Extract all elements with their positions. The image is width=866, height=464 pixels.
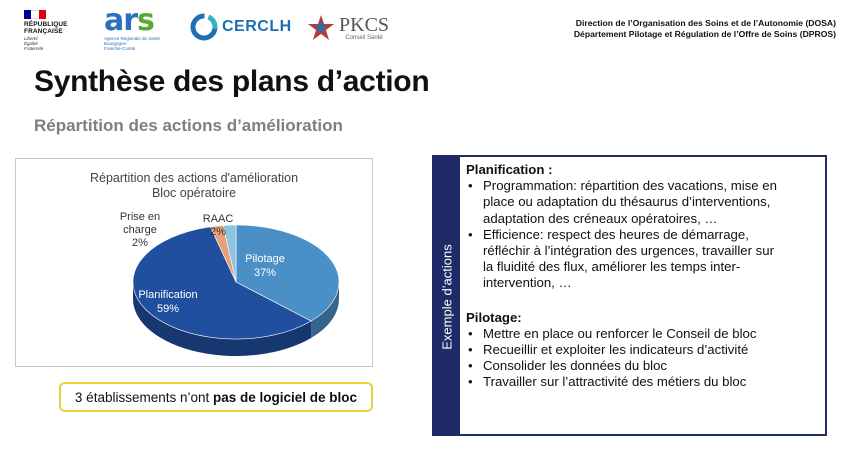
ars-letter-r: r	[123, 3, 138, 38]
french-flag-icon	[24, 10, 46, 19]
page-title: Synthèse des plans d’action	[34, 65, 430, 98]
section-spacer	[466, 292, 817, 310]
rf-motto-2: Égalité	[24, 41, 38, 46]
actions-content	[466, 162, 817, 391]
direction-line-1: Direction de l’Organisation des Soins et de l’Autonomie (DOSA)	[575, 18, 836, 28]
list-item: • Travailler sur l’attractivité des métiers du bloc	[466, 374, 817, 390]
pie-top	[133, 225, 339, 339]
flag-blue	[24, 10, 31, 19]
list-item: • Mettre en place ou renforcer le Conseil de bloc	[466, 326, 817, 342]
actions-side-bar	[434, 157, 460, 434]
planification-list	[466, 178, 817, 291]
rf-motto	[24, 36, 88, 51]
list-item: • Consolider les données du bloc	[466, 358, 817, 374]
actions-side-label: Exemple d’actions	[439, 244, 455, 350]
ars-logo	[104, 3, 168, 51]
pie-label-planification: Planification	[138, 289, 198, 301]
item-line: place ou adaptation du thésaurus d’interventions,	[483, 194, 771, 210]
rf-title-line2: FRANÇAISE	[24, 28, 63, 35]
pkcs-wordmark: PKCS	[339, 13, 390, 36]
republique-francaise-logo	[24, 10, 88, 50]
ars-sub-1: Agence Régionale de Santé	[104, 36, 161, 41]
pie-label-prise-en-charge-1: Prise en	[119, 211, 161, 223]
chart-subtitle: Bloc opératoire	[151, 186, 237, 200]
pie-label-pilotage: Pilotage	[245, 253, 285, 265]
item-line: réfléchir à l’intégration des urgences, travailler sur	[483, 243, 774, 259]
rf-motto-3: Fraternité	[24, 46, 44, 51]
item-line: adaptation des créneaux opératoires, …	[483, 210, 718, 226]
actions-box	[432, 155, 827, 436]
item-line: • Programmation: répartition des vacations, mise en	[483, 178, 777, 194]
section-title-pilotage: Pilotage:	[466, 309, 522, 325]
chart-title: Répartition des actions d'amélioration	[89, 171, 299, 185]
item-line: la fluidité des flux, améliorer les temps inter-	[483, 259, 741, 275]
flag-white	[31, 10, 38, 19]
section-title-planification: Planification :	[466, 162, 553, 177]
direction-header	[574, 18, 836, 40]
rf-title-line1: RÉPUBLIQUE	[24, 21, 68, 28]
item-line: • Efficience: respect des heures de démarrage,	[483, 226, 749, 242]
cerclh-logo	[190, 12, 302, 42]
ars-letter-s: s	[137, 3, 154, 38]
ars-letter-a: a	[104, 3, 124, 38]
pie-chart	[16, 159, 374, 368]
page-subtitle: Répartition des actions d’amélioration	[34, 116, 343, 135]
cerclh-ring-icon	[190, 13, 218, 41]
no-software-callout	[59, 382, 373, 412]
list-item	[466, 227, 817, 292]
pkcs-logo	[307, 12, 397, 44]
list-item: • Recueillir et exploiter les indicateurs d’activité	[466, 342, 817, 358]
callout-prefix: 3 établissements n’ont	[74, 389, 214, 405]
pie-label-pilotage-value: 37%	[253, 267, 277, 279]
pkcs-text	[339, 15, 389, 42]
direction-line-2: Département Pilotage et Régulation de l’Offre de Soins (DPROS)	[573, 29, 836, 39]
rf-motto-1: Liberté	[24, 36, 38, 41]
callout-emphasis: pas de logiciel de bloc	[213, 389, 358, 405]
pie-label-prise-en-charge-value: 2%	[132, 237, 148, 249]
pie-label-prise-en-charge-2: charge	[123, 224, 157, 236]
pkcs-subtitle: Conseil Santé	[345, 34, 383, 41]
list-item	[466, 178, 817, 227]
cerclh-wordmark: CERCLH	[222, 18, 292, 35]
pie-label-planification-value: 59%	[156, 303, 180, 315]
ars-sub-3: Franche-Comté	[104, 46, 136, 51]
ars-wordmark	[104, 3, 168, 38]
flag-red	[39, 10, 46, 19]
pie-label-raac: RAAC	[202, 213, 234, 225]
pie-chart-panel	[15, 158, 373, 367]
rf-title	[24, 21, 88, 35]
ars-sub-2: Bourgogne-	[104, 41, 128, 46]
pkcs-star-icon	[307, 14, 335, 42]
pilotage-list	[466, 326, 817, 391]
item-line: intervention, …	[483, 275, 572, 291]
pie-label-raac-value: 2%	[210, 226, 226, 238]
